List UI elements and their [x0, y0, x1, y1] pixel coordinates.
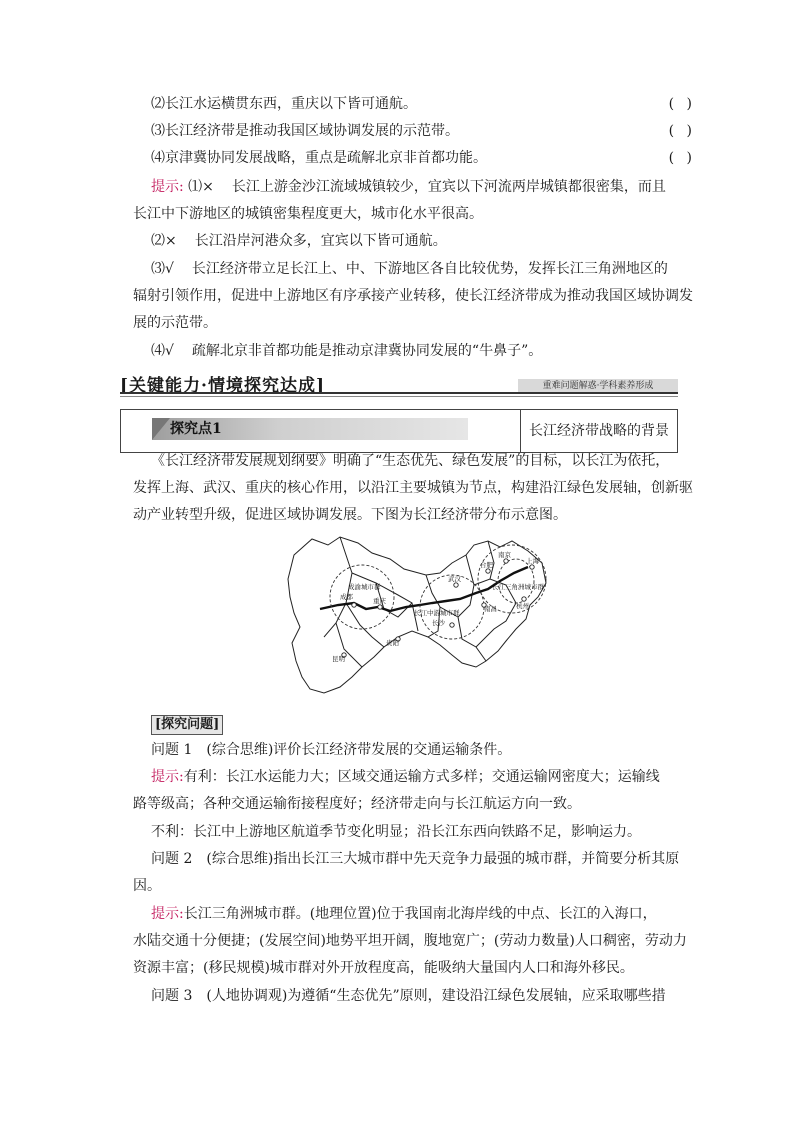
answer-text: 长江经济带立足长江上、中、下游地区各自比较优势，发挥长江三角洲地区的	[191, 261, 668, 277]
answer-text: 资源丰富；(移民规模)城市群对外开放程度高，能吸纳大量国内人口和海外移民。	[133, 960, 634, 976]
map-label-kunming: 昆明	[332, 655, 345, 663]
wuhan-marker	[454, 583, 458, 587]
hefei-marker	[486, 569, 490, 573]
question-1	[151, 737, 696, 764]
nanjing-marker	[504, 559, 508, 563]
map-label-hefei: 合肥	[480, 561, 493, 569]
inquiry-header: [探究问题]	[151, 715, 223, 735]
intro-text: 动产业转型升级，促进区域协调发展。下图为长江经济带分布示意图。	[133, 507, 567, 523]
yangtze-economic-belt-map	[280, 533, 560, 703]
answer-mark: ⑵×	[151, 233, 177, 249]
answer-text: 路等级高；各种交通运输衔接程度好；经济带走向与长江航运方向一致。	[133, 796, 581, 812]
section-rule	[120, 392, 678, 394]
answer-blank: ( )	[668, 96, 696, 112]
chongqing-marker	[378, 605, 382, 609]
map-label-chengyu: 成渝城市群	[348, 583, 381, 591]
question-1-hint	[151, 764, 696, 791]
map-label-nanjing: 南京	[498, 551, 511, 559]
hint-answer-1-cont	[133, 201, 678, 228]
answer-mark: ⑶√	[151, 261, 174, 277]
changsha-marker	[450, 623, 454, 627]
judgment-text: ⑵长江水运横贯东西，重庆以下皆可通航。	[151, 96, 417, 112]
probe-topic: 长江经济带战略的背景	[529, 423, 669, 439]
answer-text: 长江三角洲城市群。(地理位置)位于我国南北海岸线的中点、长江的入海口，	[183, 906, 657, 922]
province-border	[458, 617, 486, 661]
question-1-hint-cont	[133, 791, 678, 818]
sanjiao-inner-ring	[498, 559, 534, 603]
answer-blank: ( )	[668, 123, 696, 139]
hint-answer-3-cont	[133, 283, 693, 310]
question-text: 因。	[133, 878, 161, 894]
judgment-item-3	[151, 118, 696, 145]
judgment-item-4	[151, 145, 696, 172]
section-tag: 重难问题解惑·学科素养形成	[518, 379, 678, 393]
judgment-item-2	[151, 91, 696, 118]
answer-mark: ⑷√	[151, 343, 174, 359]
question-2	[151, 846, 696, 873]
question-2-cont	[133, 873, 678, 900]
map-label-wuhan: 武汉	[448, 575, 461, 583]
intro-line-2	[133, 475, 693, 502]
judgment-text: ⑶长江经济带是推动我国区域协调发展的示范带。	[151, 123, 459, 139]
question-2-hint	[151, 901, 696, 928]
hint-label: 提示:	[151, 179, 184, 195]
chengdu-marker	[352, 603, 356, 607]
hint-label: 提示:	[151, 906, 184, 922]
section-title: [关键能力·情境探究达成]	[120, 376, 326, 396]
probe-label-corner	[152, 418, 170, 440]
map-label-chengdu: 成都	[340, 593, 353, 601]
map-label-guiyang: 贵阳	[386, 639, 399, 647]
map-label-sanjiao: 长江三角洲城市群	[492, 583, 544, 591]
question-text: 问题 3 (人地协调观)为遵循“生态优先”原则，建设沿江绿色发展轴，应采取哪些措	[151, 988, 666, 1004]
intro-line-3	[133, 502, 678, 529]
answer-text: 疏解北京非首都功能是推动京津冀协同发展的“牛鼻子”。	[191, 343, 543, 359]
question-2-hint-cont2	[133, 955, 678, 982]
province-border	[458, 555, 474, 617]
hint-answer-3	[151, 256, 696, 283]
question-2-hint-cont	[133, 928, 687, 955]
hint-answer-1	[151, 174, 696, 201]
answer-text: 长江中下游地区的城镇密集程度更大，城市化水平很高。	[133, 206, 483, 222]
answer-text: 有利：长江水运能力大；区域交通运输方式多样；交通运输网密度大；运输线	[183, 769, 660, 785]
map-label-chongqing: 重庆	[373, 597, 386, 605]
map-label-nanchang: 南昌	[484, 605, 497, 613]
answer-text: 长江沿岸河港众多，宜宾以下皆可通航。	[194, 233, 447, 249]
map-label-hangzhou: 杭州	[516, 602, 529, 610]
hint-answer-4	[151, 338, 696, 365]
answer-text: 长江上游金沙江流域城镇较少，宜宾以下河流两岸城镇都很密集，而且	[231, 179, 666, 195]
answer-text: 水陆交通十分便捷；(发展空间)地势平坦开阔，腹地宽广；(劳动力数量)人口稠密，劳动力	[133, 933, 687, 949]
question-text: 问题 2 (综合思维)指出长江三大城市群中先天竞争力最强的城市群，并简要分析其原	[151, 851, 680, 867]
map-label-zhongyou: 长江中游城市群	[414, 609, 460, 617]
question-3	[151, 983, 696, 1010]
intro-text: 发挥上海、武汉、重庆的核心作用，以沿江主要城镇为节点，构建沿江绿色发展轴，创新驱	[133, 480, 693, 496]
hint-answer-2	[151, 228, 696, 255]
zhongyou-cluster-ring	[420, 575, 484, 639]
answer-text: 不利：长江中上游地区航道季节变化明显；沿长江东西向铁路不足，影响运力。	[151, 824, 641, 840]
section-rule-thin	[120, 396, 678, 397]
answer-mark: ⑴×	[188, 179, 214, 195]
answer-text: 辐射引领作用，促进中上游地区有序承接产业转移，使长江经济带成为推动我国区域协调发	[133, 288, 693, 304]
question-text: 问题 1 (综合思维)评价长江经济带发展的交通运输条件。	[151, 742, 512, 758]
question-1-disadvantage	[151, 819, 696, 846]
hint-label: 提示:	[151, 769, 184, 785]
intro-line-1	[151, 448, 696, 475]
answer-blank: ( )	[668, 150, 696, 166]
map-label-changsha: 长沙	[432, 619, 445, 627]
hint-answer-3-cont2	[133, 310, 678, 337]
judgment-text: ⑷京津冀协同发展战略，重点是疏解北京非首都功能。	[151, 150, 487, 166]
shanghai-marker	[530, 565, 534, 569]
hangzhou-marker	[522, 597, 526, 601]
probe-label: 探究点1	[170, 421, 222, 437]
answer-text: 展的示范带。	[133, 315, 217, 331]
map-label-shanghai: 上海	[526, 557, 539, 565]
intro-text: 《长江经济带发展规划纲要》明确了“生态优先、绿色发展”的目标，以长江为依托，	[151, 453, 670, 469]
